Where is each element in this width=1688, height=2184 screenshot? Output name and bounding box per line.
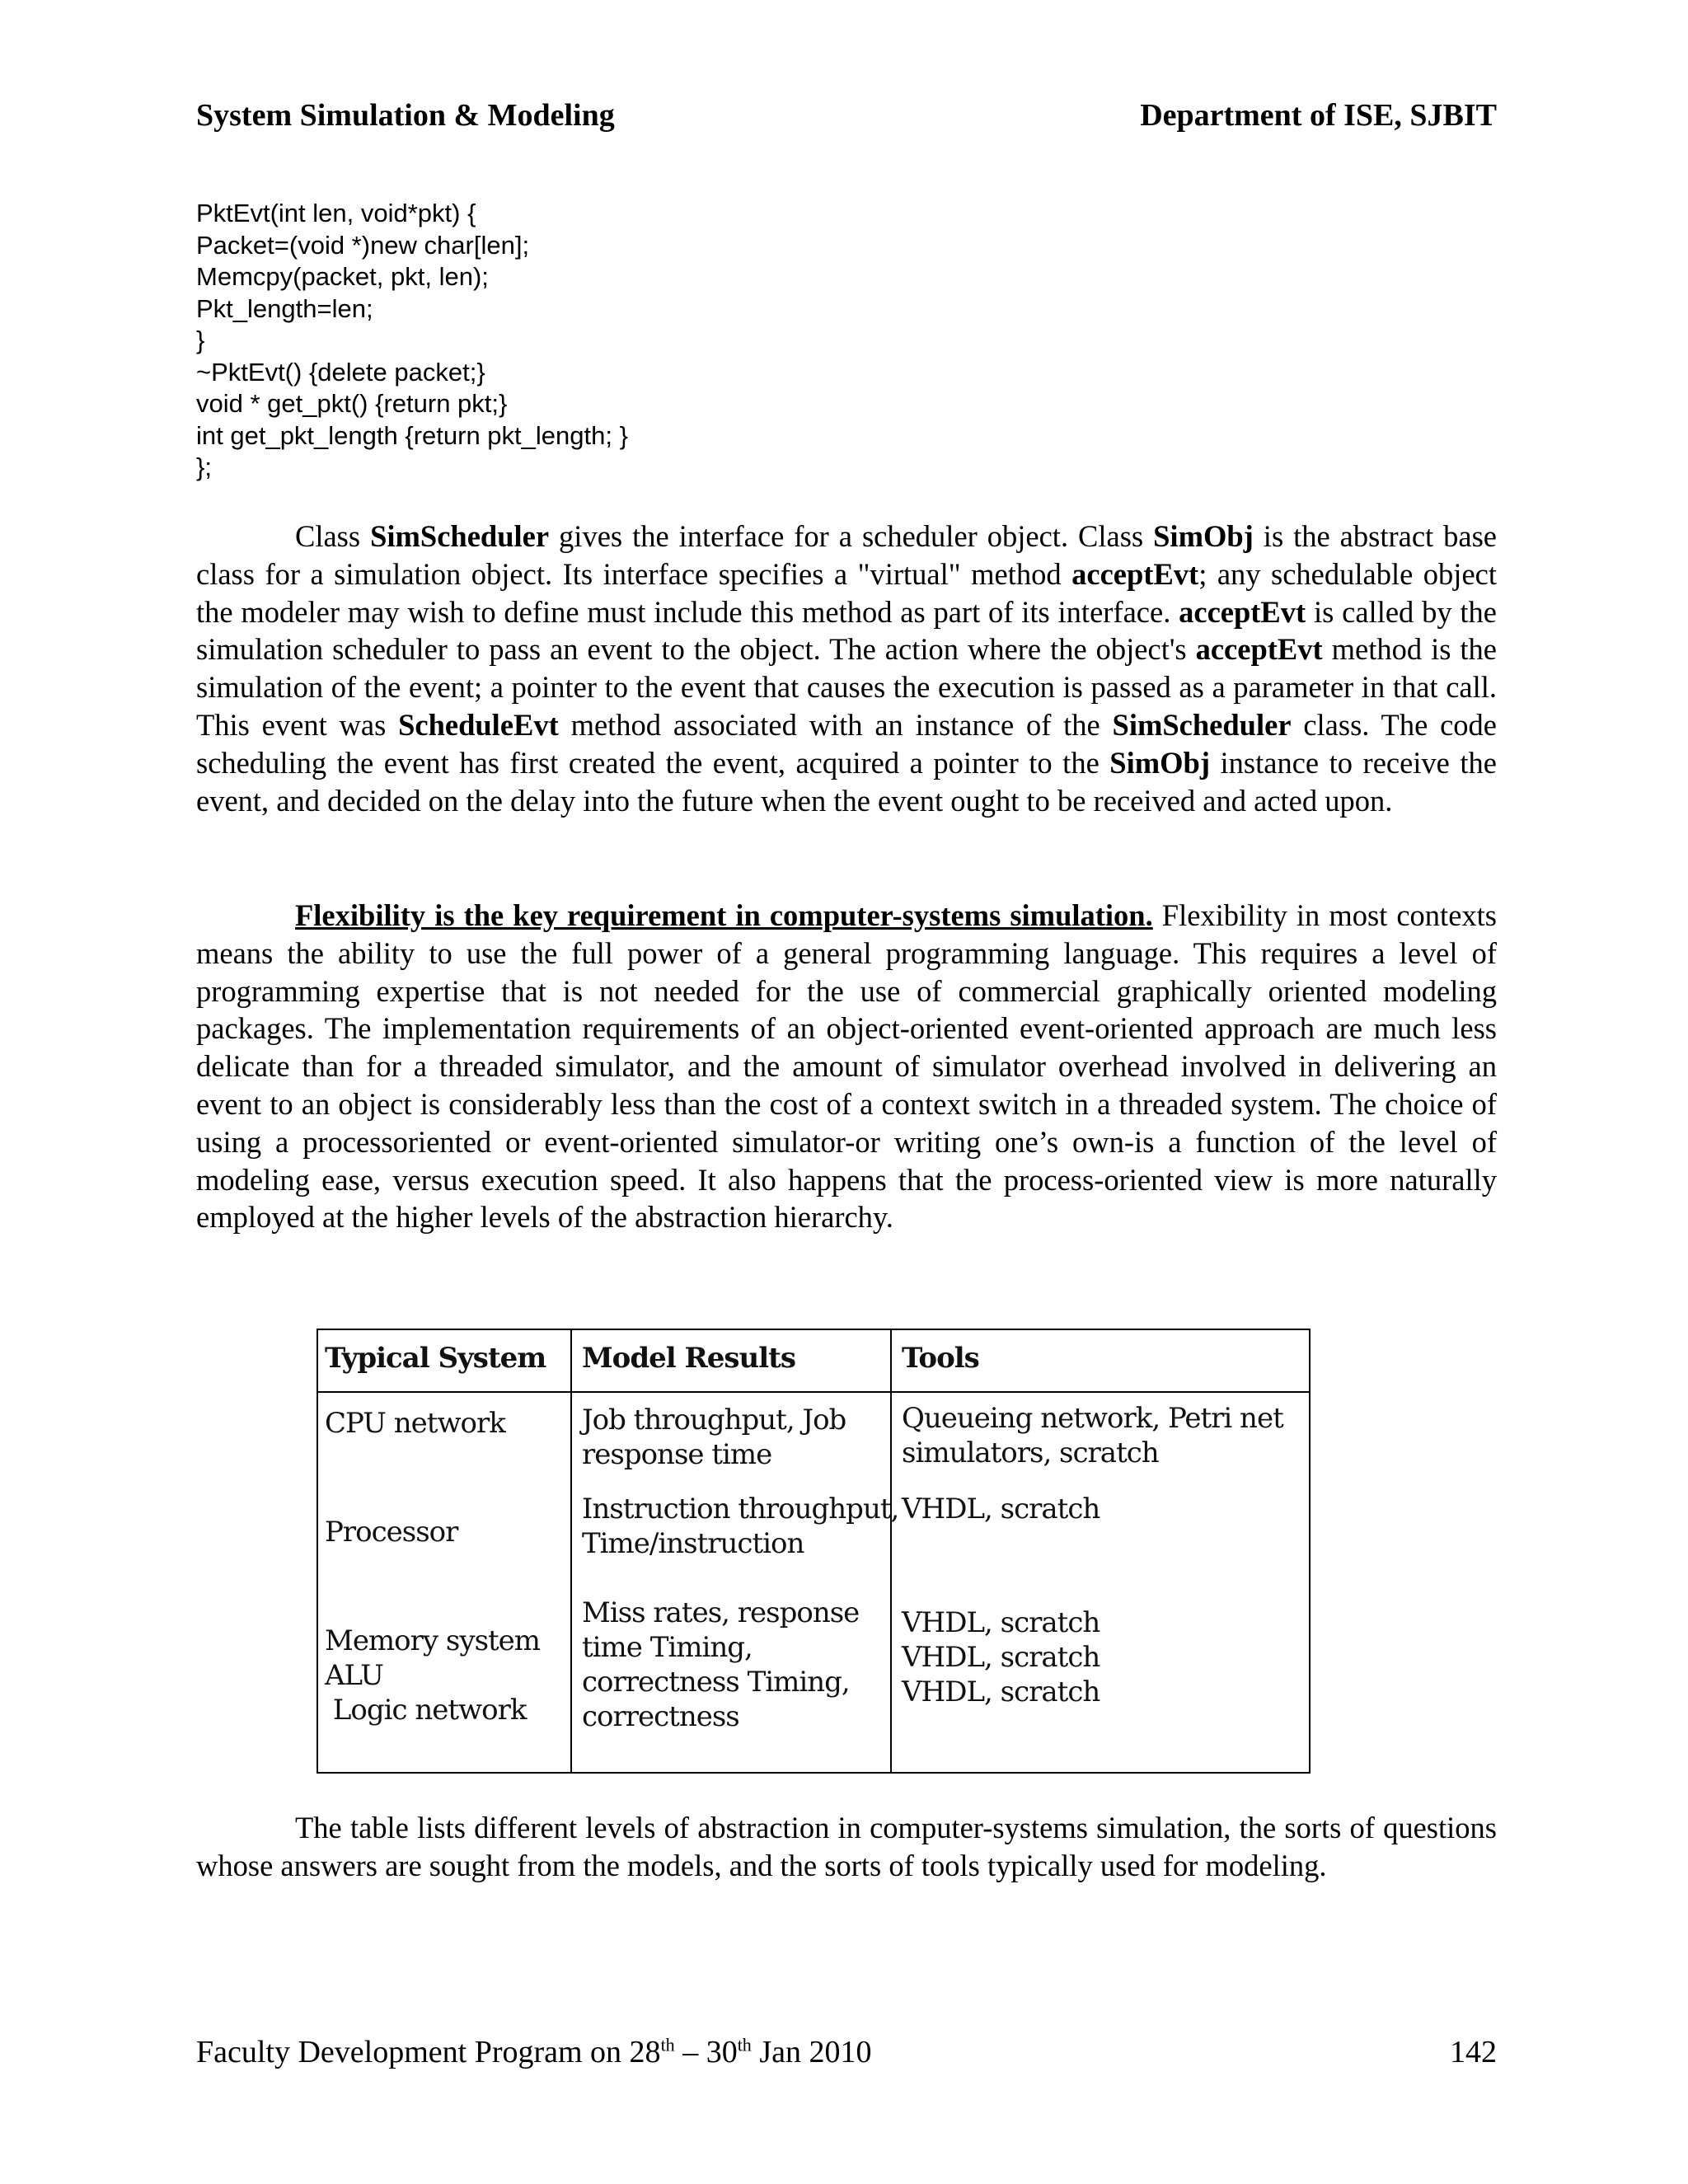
table-cell-tools: VHDL, scratch VHDL, scratch VHDL, scratch — [902, 1606, 1100, 1708]
code-line: PktEvt(int len, void*pkt) { — [196, 199, 476, 227]
footer-program: Faculty Development Program on 28th – 30th Jan 2010 — [196, 2034, 872, 2069]
code-line: }; — [196, 452, 212, 481]
code-line: int get_pkt_length {return pkt_length; } — [196, 420, 628, 450]
header-divider — [318, 1391, 1309, 1393]
table-header-typical-system: Typical System — [325, 1342, 546, 1375]
bold-term: ScheduleEvt — [398, 707, 559, 742]
table-cell-tools: VHDL, scratch — [902, 1493, 1100, 1526]
abstraction-levels-table — [316, 1329, 1311, 1774]
column-divider — [570, 1330, 572, 1774]
table-cell-system: Processor — [325, 1516, 458, 1549]
page-footer — [196, 2034, 1497, 2070]
table-header-tools: Tools — [902, 1342, 979, 1375]
code-line: void * get_pkt() {return pkt;} — [196, 389, 508, 418]
paragraph-simscheduler: Class SimScheduler gives the interface for a scheduler object. Class SimObj is the abstract base class for a simulation object. Its interface specifies a "virtual" method acceptEvt; any schedulable object the modeler may wish to define must include this method as part of its interface. acceptEvt is called by the simulation scheduler to pass an event to the object. The action where the object's acceptEvt method is the simulation of the event; a pointer to the event that causes the execution is passed as a parameter in that call. This event was ScheduleEvt method associated with an instance of the SimScheduler class. The code scheduling the event has first created the event, acquired a pointer to the SimObj instance to receive the event, and decided on the delay into the future when the event ought to be received and acted upon. — [196, 519, 1498, 818]
table-cell-system: Memory system ALU Logic network — [325, 1624, 541, 1727]
table-bottom-border — [316, 1772, 1311, 1774]
code-block — [196, 198, 628, 484]
table-header-model-results: Model Results — [582, 1342, 795, 1375]
bold-term: acceptEvt — [1071, 556, 1199, 591]
code-line: ~PktEvt() {delete packet;} — [196, 357, 485, 387]
header-course-title: System Simulation & Modeling — [196, 98, 615, 133]
underlined-heading: Flexibility is the key requirement in computer-systems simulation. — [295, 898, 1153, 932]
bold-term: acceptEvt — [1179, 594, 1306, 629]
bold-term: SimObj — [1109, 745, 1210, 780]
table-cell-results: Job throughput, Job response time — [582, 1404, 846, 1471]
code-line: Memcpy(packet, pkt, len); — [196, 262, 489, 291]
paragraph-flexibility: Flexibility is the key requirement in computer-systems simulation. Flexibility in most contexts means the ability to use the full power of a general programming language. This requires a level of programming expertise that is not needed for the use of commercial graphically oriented modeling packages. The implementation requirements of an object-oriented event-oriented approach are much less delicate than for a threaded simulator, and the amount of simulator overhead involved in delivering an event to an object is considerably less than the cost of a context switch in a threaded system. The choice of using a processoriented or event-oriented simulator-or writing one’s own-is a function of the level of modeling ease, versus execution speed. It also happens that the process-oriented view is more naturally employed at the higher levels of the abstraction hierarchy. — [196, 898, 1497, 1235]
page-header — [196, 97, 1497, 134]
code-line: Pkt_length=len; — [196, 293, 373, 323]
bold-term: SimScheduler — [370, 519, 550, 553]
table-cell-tools: Queueing network, Petri net simulators, scratch — [902, 1402, 1283, 1469]
bold-term: SimScheduler — [1112, 707, 1292, 742]
code-line: Packet=(void *)new char[len]; — [196, 230, 530, 260]
header-department: Department of ISE, SJBIT — [1140, 98, 1497, 133]
table-cell-results: Miss rates, response time Timing, correctness Timing, correctness — [582, 1596, 860, 1733]
table-cell-results: Instruction throughput, Time/instruction — [582, 1493, 899, 1560]
paragraph-table-summary: The table lists different levels of abstraction in computer-systems simulation, the sorts of questions whose answers are sought from the models, and the sorts of tools typically used for modeling. — [196, 1811, 1497, 1882]
page-number: 142 — [1450, 2035, 1497, 2069]
bold-term: SimObj — [1153, 519, 1254, 553]
code-line: } — [196, 326, 205, 354]
bold-term: acceptEvt — [1195, 632, 1323, 667]
table-cell-system: CPU network — [325, 1407, 505, 1440]
